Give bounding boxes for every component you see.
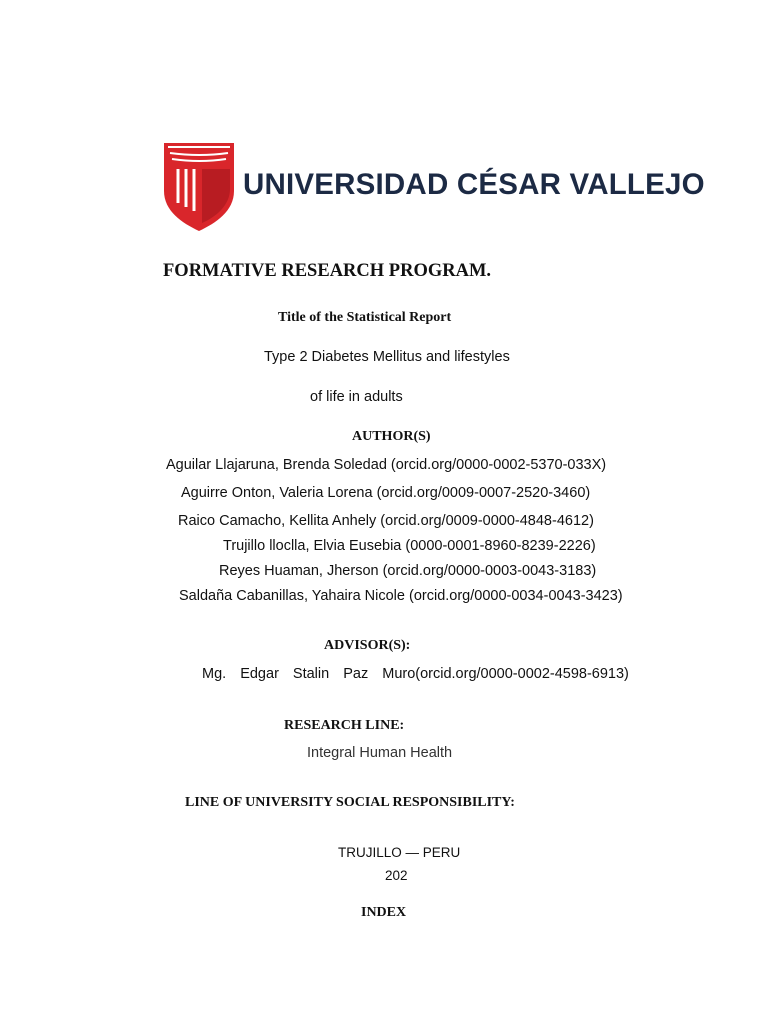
advisors-label: ADVISOR(S): <box>324 638 411 653</box>
research-line-value: Integral Human Health <box>307 745 453 761</box>
author-item: Raico Camacho, Kellita Anhely (orcid.org/0009-0000-4848-4612) <box>178 513 594 529</box>
index-heading: INDEX <box>361 905 407 920</box>
advisor-name: Mg. Edgar Stalin Paz Muro(orcid.org/0000-0002-4598-6913) <box>202 666 629 682</box>
rsu-label: LINE OF UNIVERSITY SOCIAL RESPONSIBILITY: <box>185 795 515 810</box>
shield-logo-icon <box>164 143 234 231</box>
authors-label: AUTHOR(S) <box>352 429 431 444</box>
author-item: Aguirre Onton, Valeria Lorena (orcid.org/0009-0007-2520-3460) <box>181 485 591 501</box>
author-item: Aguilar Llajaruna, Brenda Soledad (orcid.org/0000-0002-5370-033X) <box>166 457 607 473</box>
report-title-line-2: of life in adults <box>310 389 403 405</box>
report-title-label: Title of the Statistical Report <box>278 310 452 325</box>
author-item: Reyes Huaman, Jherson (orcid.org/0000-0003-0043-3183) <box>219 563 597 579</box>
city: TRUJILLO — PERU <box>338 845 461 860</box>
report-title-line-1: Type 2 Diabetes Mellitus and lifestyles <box>264 349 510 365</box>
author-item: Trujillo lloclla, Elvia Eusebia (0000-0001-8960-8239-2226) <box>223 538 596 554</box>
research-line-label: RESEARCH LINE: <box>284 718 405 733</box>
year: 202 <box>385 868 408 883</box>
university-name: UNIVERSIDAD CÉSAR VALLEJO <box>243 168 705 201</box>
program-title: FORMATIVE RESEARCH PROGRAM. <box>163 261 492 281</box>
author-item: Saldaña Cabanillas, Yahaira Nicole (orcid.org/0000-0034-0043-3423) <box>179 588 623 604</box>
